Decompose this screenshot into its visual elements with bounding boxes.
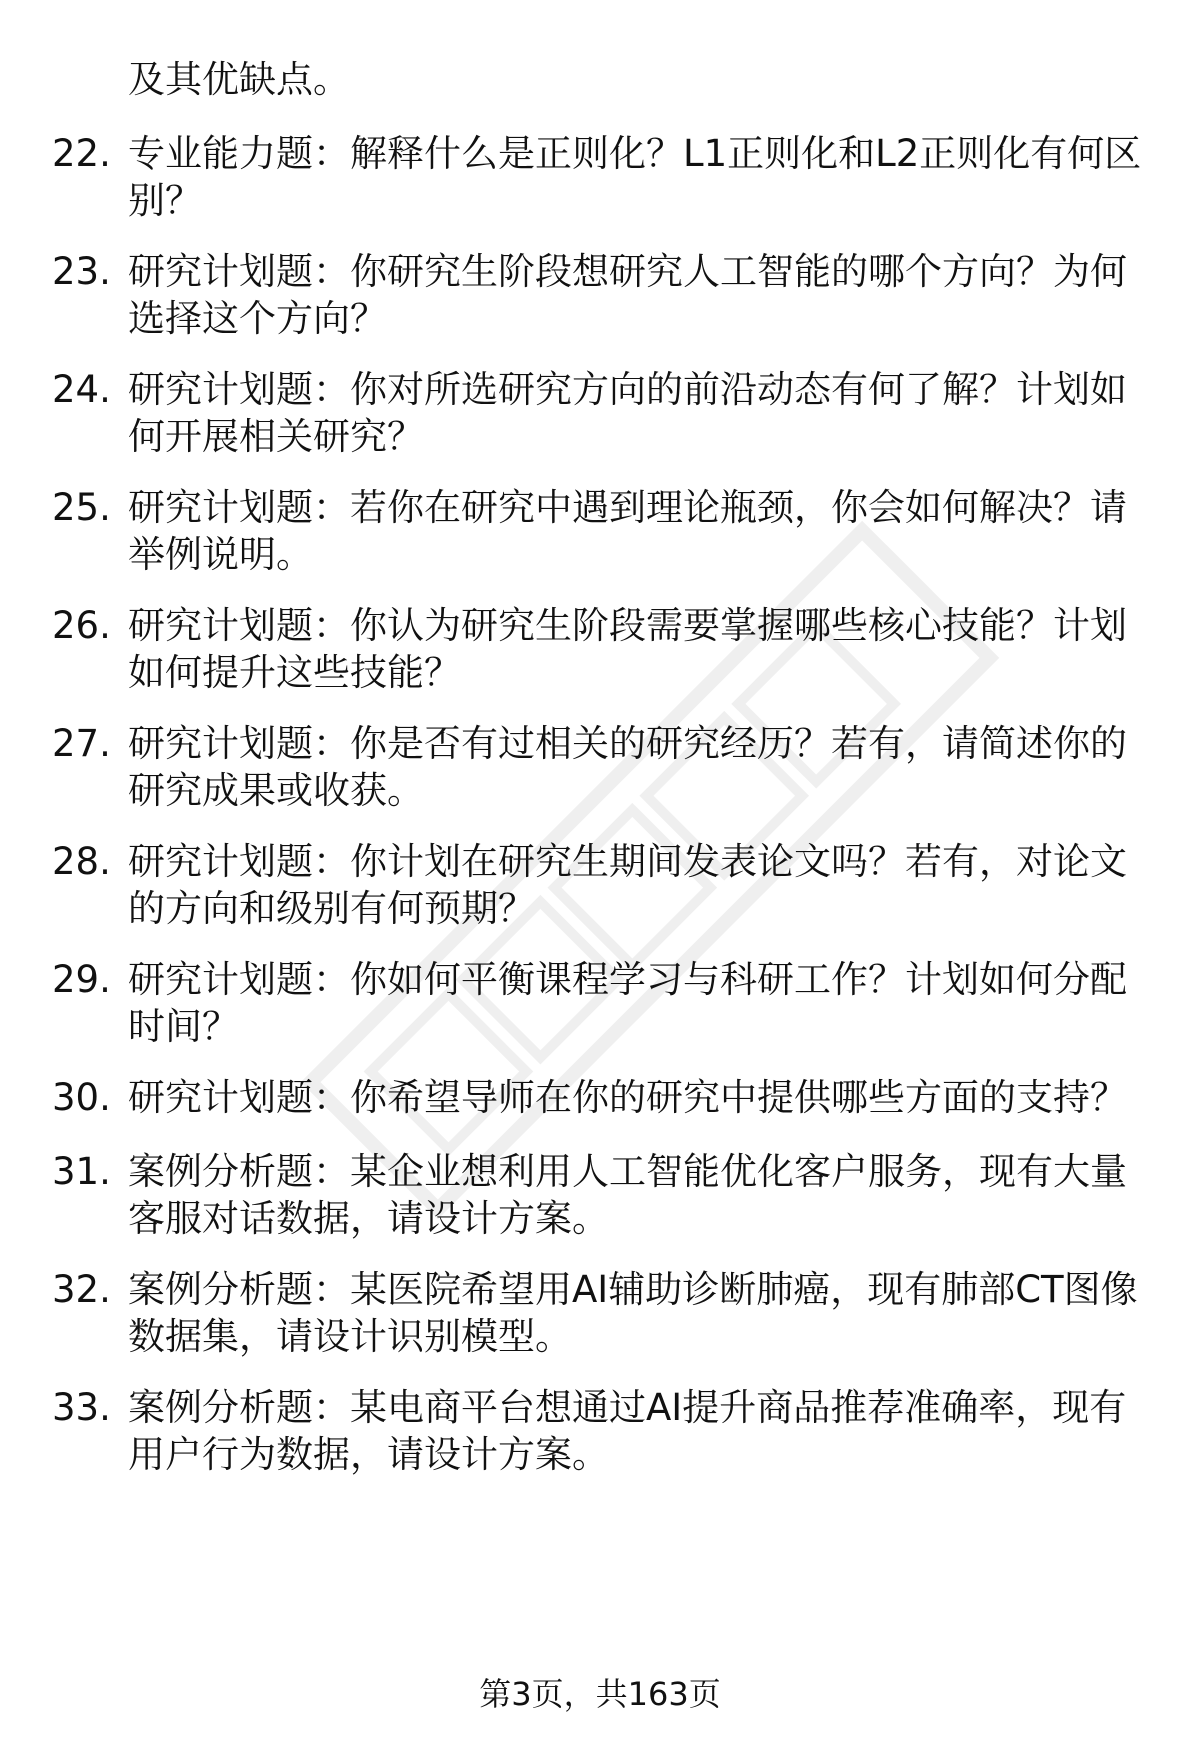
item-text: 研究计划题：你对所选研究方向的前沿动态有何了解？计划如何开展相关研究？ bbox=[128, 368, 1127, 458]
item-text: 案例分析题：某电商平台想通过AI提升商品推荐准确率，现有用户行为数据，请设计方案。 bbox=[128, 1386, 1127, 1476]
item-text: 研究计划题：你研究生阶段想研究人工智能的哪个方向？为何选择这个方向？ bbox=[128, 250, 1127, 340]
item-number: 33. bbox=[52, 1386, 111, 1429]
item-number: 23. bbox=[52, 250, 111, 293]
item-number: 25. bbox=[52, 486, 111, 529]
continuation-text: 及其优缺点。 bbox=[128, 58, 350, 101]
item-number: 28. bbox=[52, 840, 111, 883]
page-footer: 第3页，共163页 bbox=[479, 1675, 721, 1713]
item-number: 32. bbox=[52, 1268, 111, 1311]
item-text: 专业能力题：解释什么是正则化？L1正则化和L2正则化有何区别？ bbox=[128, 132, 1142, 222]
item-number: 27. bbox=[52, 722, 111, 765]
item-number: 24. bbox=[52, 368, 111, 411]
item-text: 案例分析题：某企业想利用人工智能优化客户服务，现有大量客服对话数据，请设计方案。 bbox=[128, 1150, 1127, 1240]
item-number: 26. bbox=[52, 604, 111, 647]
item-number: 22. bbox=[52, 132, 111, 175]
item-text: 研究计划题：若你在研究中遇到理论瓶颈，你会如何解决？请举例说明。 bbox=[128, 486, 1127, 576]
item-text: 研究计划题：你认为研究生阶段需要掌握哪些核心技能？计划如何提升这些技能？ bbox=[128, 604, 1127, 694]
item-text: 研究计划题：你如何平衡课程学习与科研工作？计划如何分配时间？ bbox=[128, 958, 1127, 1048]
item-text: 研究计划题：你希望导师在你的研究中提供哪些方面的支持？ bbox=[128, 1076, 1127, 1119]
item-number: 29. bbox=[52, 958, 111, 1001]
item-number: 30. bbox=[52, 1076, 111, 1119]
item-text: 研究计划题：你计划在研究生期间发表论文吗？若有，对论文的方向和级别有何预期？ bbox=[128, 840, 1127, 930]
item-text: 案例分析题：某医院希望用AI辅助诊断肺癌，现有肺部CT图像数据集，请设计识别模型。 bbox=[128, 1268, 1138, 1358]
item-number: 31. bbox=[52, 1150, 111, 1193]
item-text: 研究计划题：你是否有过相关的研究经历？若有，请简述你的研究成果或收获。 bbox=[128, 722, 1127, 812]
